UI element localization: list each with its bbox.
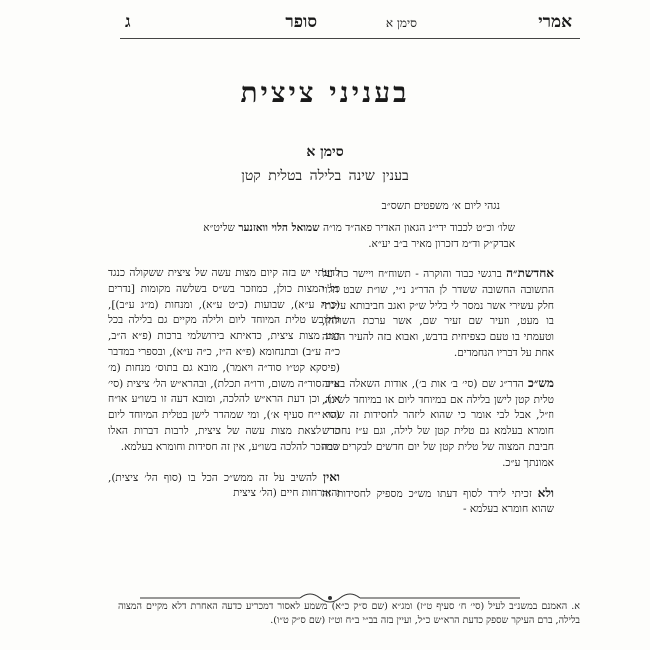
paragraph — [322, 266, 554, 362]
paragraph-lead-word: אחדשת״ה — [506, 266, 554, 280]
running-head-book-title-first: אמרי — [538, 12, 572, 32]
page-number: ג — [125, 12, 131, 32]
section-title: בעניני ציצית — [240, 76, 410, 109]
header-rule — [120, 38, 580, 39]
paragraph-text: להשיב על זה ממש״כ הכל בו (סוף הל׳ ציצית), והאורחות חיים (הל׳ ציצית — [108, 471, 340, 500]
paragraph-text: הדר״ג שם (סי׳ ב׳ אות ב׳), אודות השאלה באיזה טלית קטן לישן בלילה אם במיוחד ליום או במיוחד לשינה, וז״ל, אבל לבי אומר כי שהוא ליזהר לחסידות זה שהוא חומרא בעלמא גם טלית קטן של לילה, וגם ע״ז נחתרש חביבת המצוה של טלית קטן של יום חדשים לבקרים רבה אמונתך ע״כ. — [322, 377, 554, 469]
paragraph — [108, 470, 340, 503]
running-head — [125, 12, 572, 36]
running-head-siman: סימן א — [385, 16, 417, 30]
addressee-greeting: שלו׳ וכ״ט לכבוד ידי״נ הגאון האדיר פאה״ד מו״ה — [322, 222, 515, 234]
text-column-right — [322, 266, 554, 532]
paragraph — [322, 376, 554, 472]
addressee-honorific: שליט״א — [203, 222, 235, 234]
paragraph-lead-word: מש״כ — [527, 375, 554, 390]
paragraph-lead-word: ולא — [537, 485, 554, 500]
paragraph — [322, 486, 554, 519]
text-column-left — [108, 266, 340, 516]
paragraph-text: ברגשי כבוד והוקרה - תשוח״ח ויישר כח על התשובה החשובה ששדר לן הדר״ג נ״י, שו״ת שבט הלוי חלק עשירי אשר נמסר לי בליל ש״ק ואגב חביבותא עיינתי בו מעט, וזעיר שם זעיר שם, אשר ערכת השולחן, וטעמתי בו טעם כצפיחית בדבש, ואבוא בזה להעיר הערה אחת על דבריו הנחמדים. — [322, 268, 554, 359]
paragraph-text: זכיתי לירד לסוף דעתו מש״כ מספיק לחסידות זה שהוא חומרא בעלמא - — [322, 487, 554, 516]
siman-subject: בענין שינה בלילה בטלית קטן — [241, 168, 409, 184]
addressee-location: אבדק״ק וד״מ דזכרון מאיר ב״ב יע״א. — [368, 238, 515, 250]
running-head-book-title-second: סופר — [285, 12, 317, 32]
paragraph-lead-word: ואין — [323, 469, 340, 484]
letter-date: נגהי ליום א׳ משפטים תשס״ב — [381, 200, 500, 212]
addressee-name: שמואל הלוי וואזנער — [238, 222, 320, 234]
footnote: א. האמנם במשנ״ב לעיל (סי׳ ח׳ סעיף ט״ז) ומג״א (שם ס״ק כ״א) משמע לאסור דמכריע כדעה האחרת דלא מקיים המצוה בלילה, ברם העיקר שספק כדעת הרא״ש כ״ל, ועיין בזה בב״י ב״ח וט״ז (שם ס״ק ט״ו). — [118, 601, 580, 626]
paragraph-text: לדעתי יש בזה קיום מצות עשה של ציצית ששקולה כנגד כל המצות כולן, כמוזכר בש״ס בשלשה מקומות [נדרים (כ״ה ע״א), שבועות (כ״ט ע״א), ומנחות (מ״ג ע״ב)], והלובש טלית המיוחד ליום ולילה מקיים גם בלילה בכל רגע מצות ציצית, כדאיתא בירושלמי ברכות (פ״א ה״ב, כ״ה ע״ב) ובתנחומא (פ״א ה״ז, כ״ה ע״א), ובספרי במדבר (פיסקא קט״ו סוד״ה ויאמר), מובא גם בתוס׳ מנחות (מ׳ ע״ב סוד״ה משום, ודו״ה תכלת), ובהרא״ש הל׳ ציצית (סי׳ א׳), וכן דעת הרא״ש להלכה, ומובא דעה זו בשו״ע או״ח (סי׳ י״ח סעיף א׳), ומי שמהדר לישן בטלית המיוחד ליום כדי לצאת מצות עשה של ציצית, לרבות דברות האלו שמוזכר להלכה בשו״ע, אין זה חסידות וחומרא בעלמא. — [108, 267, 340, 453]
paragraph — [108, 266, 340, 456]
siman-heading: סימן א — [306, 144, 344, 160]
letter-addressee — [140, 220, 515, 252]
